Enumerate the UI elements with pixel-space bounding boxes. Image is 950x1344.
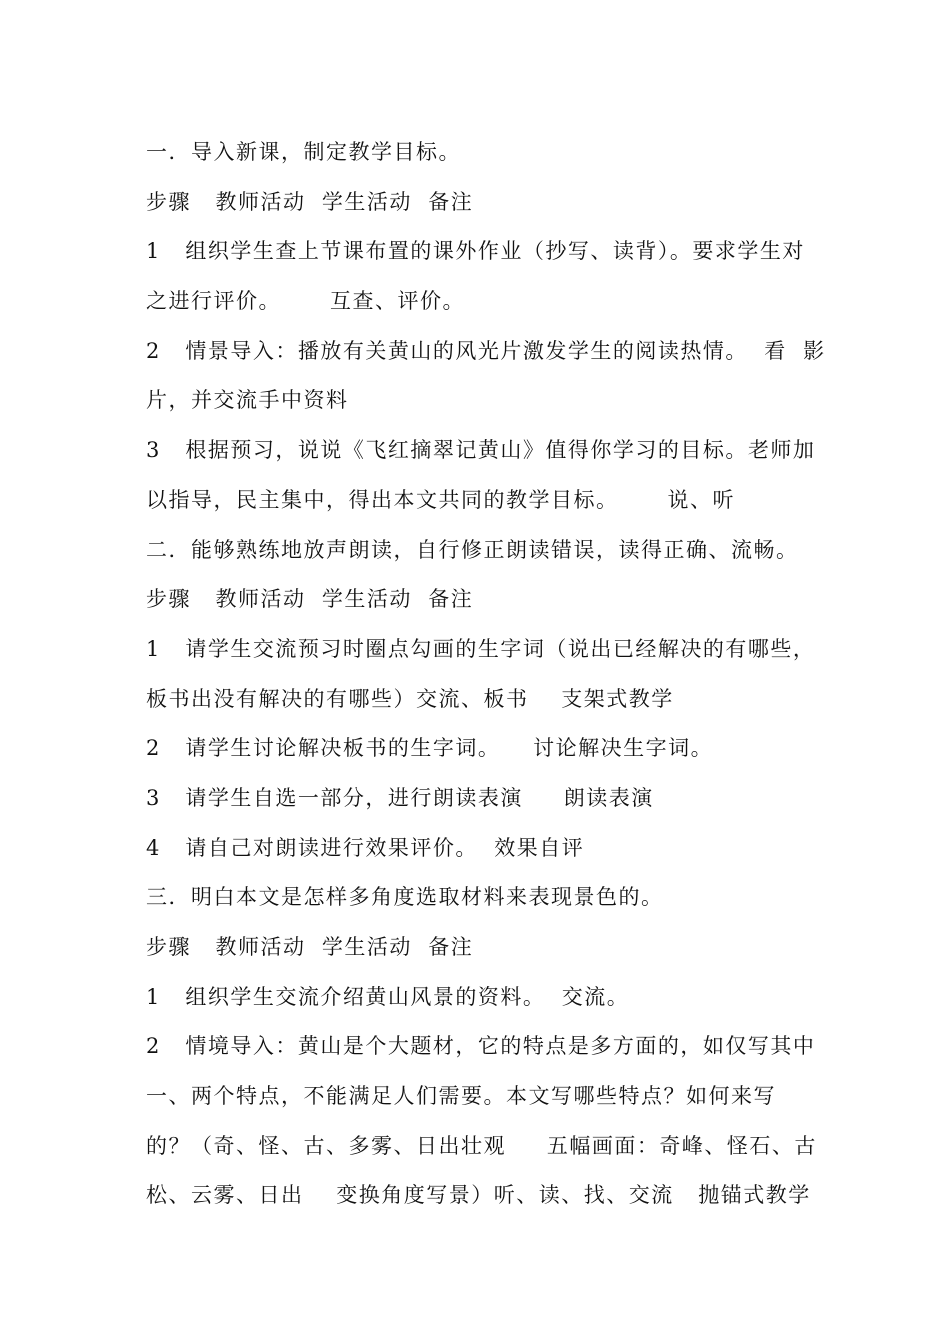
text-line: 的？（奇、怪、古、多雾、日出壮观 五幅画面：奇峰、怪石、古 (146, 1133, 817, 1158)
text-line: 3 根据预习，说说《飞红摘翠记黄山》值得你学习的目标。老师加 (146, 438, 816, 463)
table-header-row: 步骤 教师活动 学生活动 备注 (146, 587, 474, 612)
text-line: 一、两个特点，不能满足人们需要。本文写哪些特点？如何来写 (146, 1084, 776, 1109)
text-line: 2 情境导入：黄山是个大题材，它的特点是多方面的，如仅写其中 (146, 1034, 816, 1059)
text-line: 2 情景导入：播放有关黄山的风光片激发学生的阅读热情。 看 影 (146, 338, 826, 363)
document-body (146, 128, 826, 1221)
section-heading-2: 二．能够熟练地放声朗读，自行修正朗读错误，读得正确、流畅。 (146, 537, 799, 562)
text-line: 板书出没有解决的有哪些）交流、板书 支架式教学 (146, 686, 674, 711)
table-header-row: 步骤 教师活动 学生活动 备注 (146, 189, 474, 214)
text-line: 2 请学生讨论解决板书的生字词。 讨论解决生字词。 (146, 736, 714, 761)
text-line: 1 组织学生查上节课布置的课外作业（抄写、读背）。要求学生对 (146, 239, 805, 264)
text-line: 松、云雾、日出 变换角度写景）听、读、找、交流 抛锚式教学 (146, 1183, 811, 1208)
text-line: 之进行评价。 互查、评价。 (146, 289, 466, 314)
text-line: 4 请自己对朗读进行效果评价。 效果自评 (146, 835, 585, 860)
text-line: 3 请学生自选一部分，进行朗读表演 朗读表演 (146, 785, 654, 810)
text-line: 1 组织学生交流介绍黄山风景的资料。 交流。 (146, 984, 630, 1009)
table-header-row: 步骤 教师活动 学生活动 备注 (146, 935, 474, 959)
text-line: 以指导，民主集中，得出本文共同的教学目标。 说、听 (146, 487, 736, 512)
text-line: 片，并交流手中资料 (146, 388, 349, 413)
section-heading-3: 三．明白本文是怎样多角度选取材料来表现景色的。 (146, 885, 664, 910)
text-line: 1 请学生交流预习时圈点勾画的生字词（说出已经解决的有哪些， (146, 636, 816, 661)
section-heading-1: 一．导入新课，制定教学目标。 (146, 140, 461, 164)
